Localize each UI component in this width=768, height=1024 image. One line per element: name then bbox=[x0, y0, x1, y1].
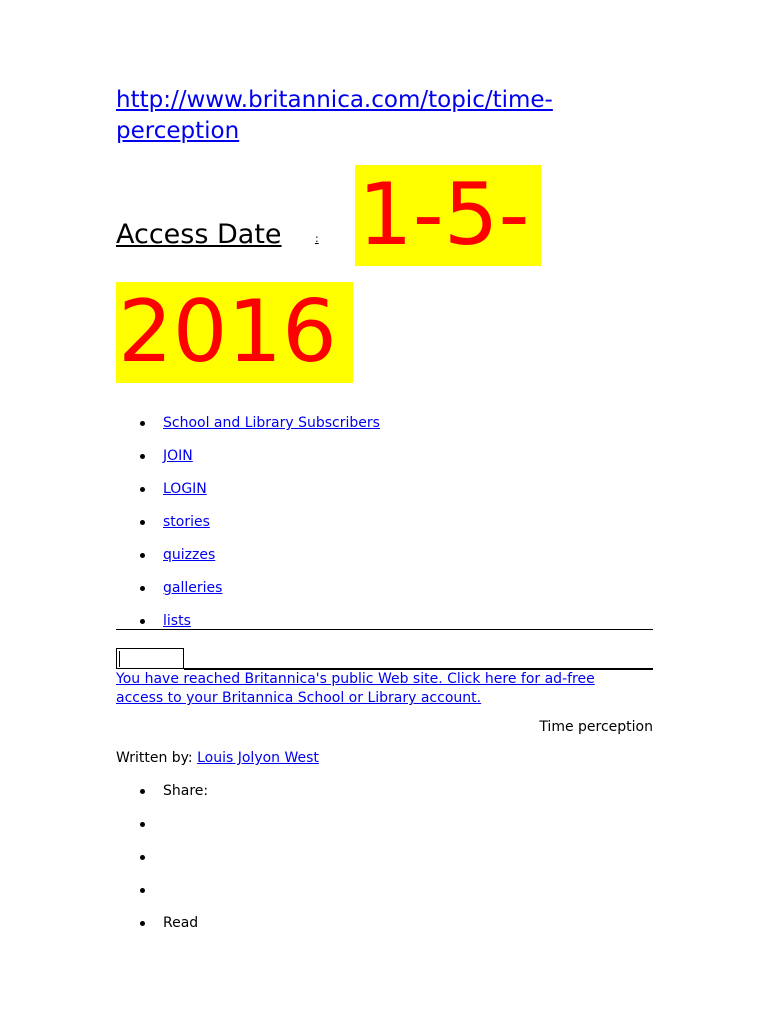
byline-label: Written by: bbox=[116, 750, 198, 766]
nav-link-lists[interactable]: lists bbox=[163, 613, 191, 629]
access-date-value-part-2: 2016 bbox=[116, 282, 353, 383]
nav-list bbox=[140, 410, 380, 641]
share-list bbox=[140, 778, 208, 943]
search-input[interactable] bbox=[116, 648, 184, 669]
share-item bbox=[140, 877, 208, 910]
nav-link-galleries[interactable]: galleries bbox=[163, 580, 223, 596]
bullet-icon bbox=[140, 487, 145, 492]
nav-item-quizzes bbox=[140, 542, 380, 575]
author-link[interactable]: Louis Jolyon West bbox=[197, 750, 319, 766]
share-item bbox=[140, 811, 208, 844]
nav-item-lists bbox=[140, 608, 380, 641]
share-item-label bbox=[140, 778, 208, 811]
article-title: Time perception bbox=[539, 719, 653, 735]
bullet-icon bbox=[140, 921, 145, 926]
nav-item-galleries bbox=[140, 575, 380, 608]
nav-item-join bbox=[140, 443, 380, 476]
nav-link-login[interactable]: LOGIN bbox=[163, 481, 207, 497]
nav-link-join[interactable]: JOIN bbox=[163, 448, 193, 464]
bullet-icon bbox=[140, 421, 145, 426]
bullet-icon bbox=[140, 789, 145, 794]
access-date-value-part-1: 1-5- bbox=[355, 165, 541, 266]
read-label: Read bbox=[163, 915, 199, 931]
bullet-icon bbox=[140, 619, 145, 624]
nav-link-quizzes[interactable]: quizzes bbox=[163, 547, 216, 563]
bullet-icon bbox=[140, 855, 145, 860]
divider bbox=[116, 629, 653, 630]
bullet-icon bbox=[140, 553, 145, 558]
bullet-icon bbox=[140, 520, 145, 525]
nav-link-subscribers[interactable]: School and Library Subscribers bbox=[163, 415, 380, 431]
nav-link-stories[interactable]: stories bbox=[163, 514, 210, 530]
share-item-read bbox=[140, 910, 208, 943]
share-label: Share: bbox=[163, 783, 209, 799]
bullet-icon bbox=[140, 822, 145, 827]
nav-item-stories bbox=[140, 509, 380, 542]
access-date-label: Access Date bbox=[116, 219, 282, 250]
text-caret bbox=[119, 651, 120, 667]
access-date-colon: : bbox=[315, 232, 319, 245]
byline bbox=[116, 748, 319, 768]
nav-item-login bbox=[140, 476, 380, 509]
share-item bbox=[140, 844, 208, 877]
subscriber-notice-link[interactable]: You have reached Britannica's public Web site. Click here for ad-free access to your Britannica School or Library account. bbox=[116, 671, 595, 706]
source-url-link[interactable]: http://www.britannica.com/topic/time-perception bbox=[116, 87, 553, 144]
bullet-icon bbox=[140, 586, 145, 591]
nav-item-subscribers bbox=[140, 410, 380, 443]
bullet-icon bbox=[140, 888, 145, 893]
bullet-icon bbox=[140, 454, 145, 459]
